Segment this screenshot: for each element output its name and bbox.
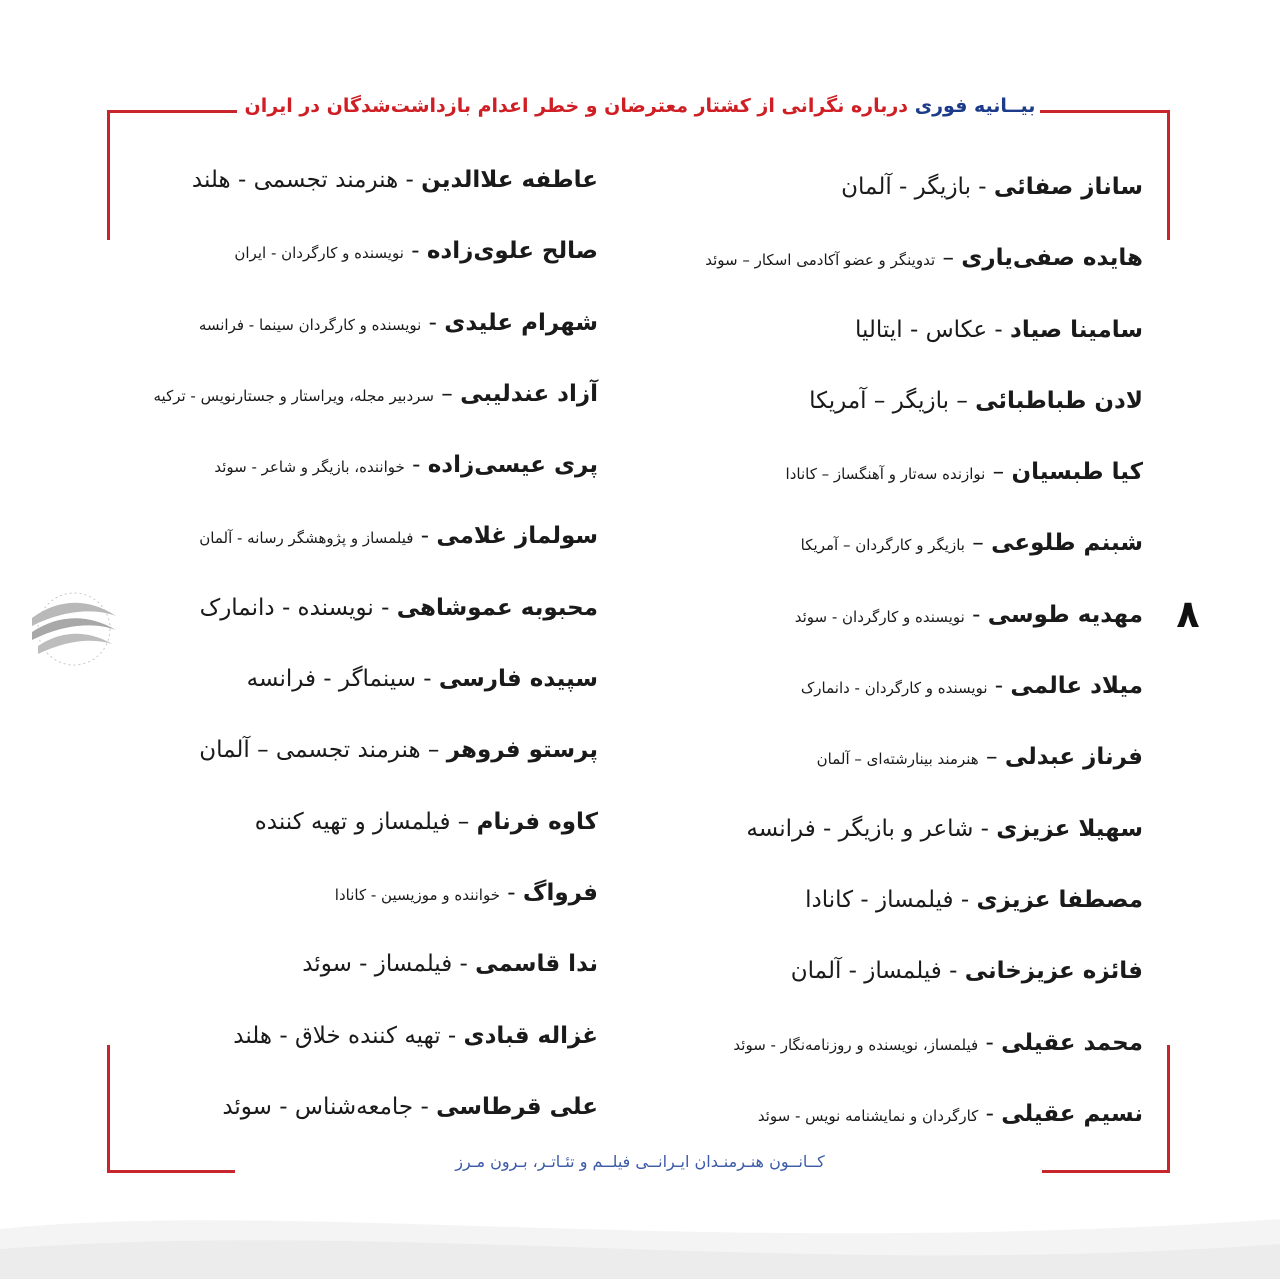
signatory-entry [623, 794, 1143, 865]
signatory-name: مصطفا عزیزی [976, 886, 1143, 913]
signatory-entry [38, 359, 598, 430]
signatory-role: نویسنده و کارگردان - سوئد [794, 607, 965, 626]
signatory-name: کاوه فرنام [476, 808, 598, 835]
signatory-role: هنرمند تجسمی - هلند [191, 167, 399, 193]
signatory-role: فیلمساز - سوئد [302, 951, 453, 978]
signatory-entry [623, 295, 1143, 366]
signatory-separator: - [987, 316, 1011, 343]
signatory-separator: - [970, 174, 994, 200]
signatory-entry [623, 366, 1143, 437]
title-part-statement: بیــانیه فوری [914, 95, 1036, 117]
footer-organization-name: کــانــون هنـرمنـدان ایـرانــی فیلــم و تئـاتـر، بـرون مـرز [455, 1152, 825, 1171]
signatory-role: بازیگر - آلمان [841, 174, 971, 200]
signatory-entry [623, 508, 1143, 579]
signatory-role: فیلمساز - کانادا [805, 886, 954, 913]
signatory-role: خواننده، بازیگر و شاعر - سوئد [214, 458, 405, 477]
signatory-separator: - [964, 601, 988, 628]
decorative-bottom-wave [0, 1189, 1280, 1279]
signatory-entry [38, 715, 598, 786]
signatory-separator: - [413, 523, 437, 550]
signatory-separator: - [440, 1022, 464, 1049]
signatory-role: نویسنده - دانمارک [199, 594, 374, 621]
signatory-role: جامعه‌شناس - سوئد [222, 1093, 414, 1120]
signatory-role: فیلمساز، نویسنده و روزنامه‌نگار - سوئد [733, 1035, 979, 1054]
signatory-role: نویسنده و کارگردان - ایران [234, 244, 404, 263]
signatory-separator: – [978, 744, 1005, 771]
signatory-name: کیا طبسیان [1011, 459, 1143, 486]
association-waves-logo-icon [24, 588, 124, 670]
signatory-entry [38, 787, 598, 858]
signatory-entry [623, 152, 1143, 223]
frame-top-right-vertical [1167, 110, 1170, 240]
signatory-entry [623, 580, 1143, 651]
signatory-separator: - [941, 958, 965, 985]
signatory-name: سپیده فارسی [438, 666, 598, 693]
signatory-name: فرناز عبدلی [1004, 744, 1143, 771]
signatory-name: نسیم عقیلی [1001, 1100, 1143, 1127]
signatory-entry [38, 430, 598, 501]
signatory-role: بازیگر – آمریکا [809, 387, 950, 414]
signatory-separator: - [987, 673, 1011, 700]
signatory-separator: - [398, 167, 422, 193]
signatory-separator: - [404, 452, 428, 479]
signatory-entry [38, 1072, 598, 1143]
signatory-name: آزاد عندلیبی [460, 380, 598, 407]
signatory-name: سهیلا عزیزی [996, 815, 1143, 842]
signatory-entry [38, 858, 598, 929]
signatory-separator: - [499, 879, 523, 906]
signatory-name: علی قرطاسی [436, 1093, 598, 1120]
signatory-role: تهیه کننده خلاق - هلند [233, 1022, 441, 1049]
signatory-role: خواننده و موزیسین - کانادا [334, 885, 500, 904]
signatory-role: فیلمساز و تهیه کننده [254, 808, 451, 835]
signatory-entry [623, 1008, 1143, 1079]
signatory-name: غزاله قبادی [463, 1022, 598, 1049]
signatory-entry [623, 722, 1143, 793]
signatories-right-column [623, 152, 1143, 1150]
signatory-separator: - [978, 1100, 1002, 1127]
signatory-name: مهدیه طوسی [987, 601, 1143, 628]
signatory-name: پری عیسی‌زاده [427, 452, 598, 479]
signatory-name: شبنم طلوعی [991, 530, 1143, 557]
signatory-role: بازیگر و کارگردان – آمریکا [800, 536, 965, 555]
signatory-role: شاعر و بازیگر - فرانسه [746, 815, 974, 842]
signatory-name: سامینا صیاد [1010, 316, 1143, 343]
signatory-role: نوازنده سه‌تار و آهنگساز – کانادا [785, 465, 986, 484]
signatory-separator: - [373, 594, 397, 621]
signatory-name: محبوبه عموشاهی [396, 594, 598, 621]
signatory-role: تدوینگر و عضو آکادمی اسکار – سوئد [705, 251, 936, 270]
signatory-role: فیلمساز و پژوهشگر رسانه - آلمان [199, 529, 414, 548]
signatory-entry [623, 223, 1143, 294]
signatory-role: کارگردان و نمایشنامه نویس - سوئد [757, 1106, 979, 1125]
signatory-role: سینماگر - فرانسه [246, 666, 416, 693]
signatory-role: فیلمساز - آلمان [790, 958, 942, 985]
signatory-separator: - [403, 238, 427, 265]
signatory-separator: - [415, 666, 439, 693]
signatory-name: پرستو فروهر [446, 737, 598, 764]
signatory-name: ندا قاسمی [475, 951, 598, 978]
signatory-separator: – [949, 387, 976, 414]
signatory-role: عکاس - ایتالیا [854, 316, 988, 343]
signatory-separator: – [420, 737, 447, 764]
signatory-name: لادن طباطبائی [975, 387, 1143, 414]
signatory-separator: – [964, 530, 992, 557]
signatory-name: شهرام علیدی [444, 309, 598, 336]
signatory-entry [38, 216, 598, 287]
signatory-role: هنرمند تجسمی – آلمان [199, 737, 421, 764]
signatory-separator: - [953, 886, 977, 913]
signatory-role: نویسنده و کارگردان سینما - فرانسه [198, 315, 422, 334]
signatory-entry [38, 501, 598, 572]
signatory-name: سولماز غلامی [436, 523, 598, 550]
signatory-entry [623, 936, 1143, 1007]
signatory-name: میلاد عالمی [1010, 673, 1143, 700]
signatory-name: محمد عقیلی [1001, 1029, 1143, 1056]
signatory-entry [623, 651, 1143, 722]
signatory-entry [38, 1001, 598, 1072]
title-part-subject: درباره نگرانی از کشتار معترضان و خطر اعدام بازداشت‌شدگان در ایران [244, 95, 909, 117]
signatory-separator: – [433, 380, 461, 407]
signatory-name: هایده صفی‌یاری [961, 245, 1143, 272]
signatory-role: سردبیر مجله، ویراستار و جستارنویس - ترکیه [153, 386, 434, 405]
signatory-name: فائزه عزیزخانی [964, 958, 1143, 985]
signatory-name: صالح علوی‌زاده [426, 238, 598, 265]
signatory-separator: - [978, 1029, 1002, 1056]
signatory-entry [38, 145, 598, 216]
signatory-separator: – [450, 808, 477, 835]
signatory-entry [623, 437, 1143, 508]
page-number: ۸ [1176, 592, 1200, 636]
signatory-role: نویسنده و کارگردان - دانمارک [800, 679, 988, 698]
signatory-entry [623, 865, 1143, 936]
signatory-separator: - [452, 951, 476, 978]
signatory-name: فرواگ [522, 879, 598, 906]
signatory-separator: - [421, 309, 445, 336]
signatory-separator: – [935, 245, 962, 272]
signatory-entry [623, 1079, 1143, 1150]
signatory-separator: - [413, 1093, 437, 1120]
page-title [0, 92, 1280, 120]
signatory-separator: - [973, 815, 997, 842]
signatory-role: هنرمند بینارشته‌ای – آلمان [816, 750, 979, 769]
signatory-name: ساناز صفائی [993, 174, 1143, 200]
signatory-entry [38, 288, 598, 359]
signatory-name: عاطفه علاالدین [421, 167, 598, 193]
signatory-separator: – [985, 459, 1012, 486]
signatory-entry [38, 929, 598, 1000]
